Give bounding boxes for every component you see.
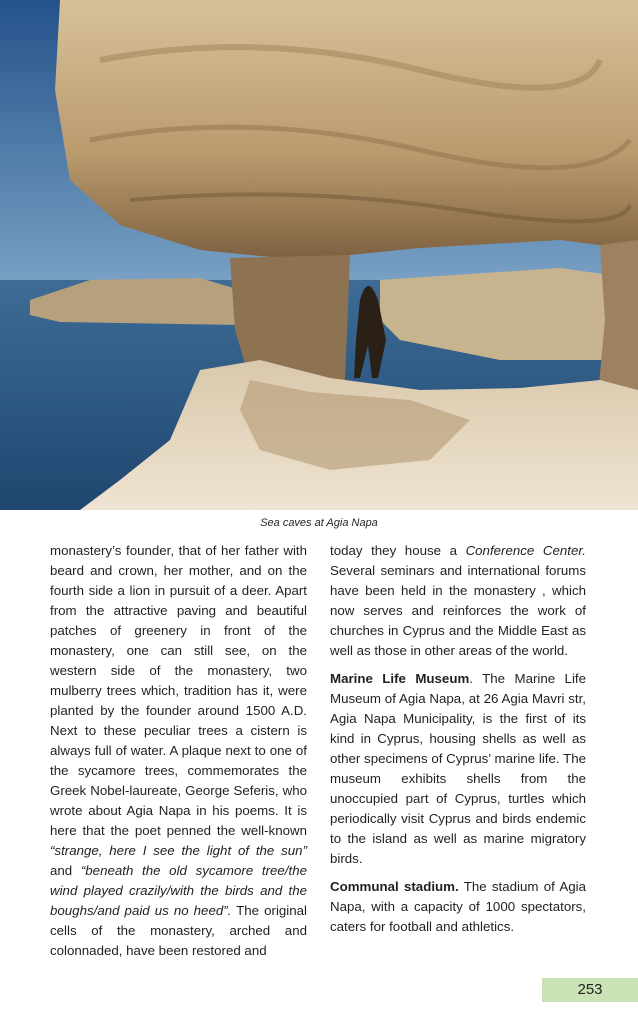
body-text: The original cells of the monastery, arched and colonnaded, have been restored and bbox=[50, 903, 307, 958]
marine-museum-heading: Marine Life Museum bbox=[330, 671, 470, 686]
marine-museum-paragraph bbox=[330, 669, 586, 869]
body-paragraph bbox=[330, 541, 586, 661]
sea-caves-photo bbox=[0, 0, 638, 510]
stadium-paragraph bbox=[330, 877, 586, 937]
body-text: today they house a bbox=[330, 543, 466, 558]
sea-caves-illustration bbox=[0, 0, 638, 510]
body-text: . The Marine Life Museum of Agia Napa, at 26 Agia Mavri str, Agia Napa Municipality, is the first of its kind in Cyprus, housing shells as well as other specimens of Cyprus’ marine life. The museum exhibits shells from the unoccupied part of Cyprus, turtles which periodically visit Cyprus and birds endemic to the island as well as marine migratory birds. bbox=[330, 671, 586, 866]
seferis-quote: “strange, here I see the light of the sun” bbox=[50, 843, 307, 858]
stadium-heading: Communal stadium. bbox=[330, 879, 459, 894]
right-text-column bbox=[330, 541, 586, 937]
body-text: monastery’s founder, that of her father with beard and crown, her mother, and on the fourth side a lion in pursuit of a deer. Apart from the attractive paving and beautiful patches of greenery in front of the monastery, one can still see, on the western side of the monastery, two mulberry trees which, tradition has it, were planted by the founder around 1500 A.D. Next to these peculiar trees a cistern is always full of water. A plaque next to one of the sycamore trees, commemorates the Greek Nobel-laureate, George Seferis, who wrote about Agia Napa in his poems. It is here that the poet penned the well-known bbox=[50, 543, 307, 838]
seferis-quote: “beneath the old sycamore tree/the wind played crazily/with the birds and the boughs/and paid us no heed”. bbox=[50, 863, 307, 918]
body-text: and bbox=[50, 863, 81, 878]
left-text-column bbox=[50, 541, 307, 961]
conference-center-term: Conference Center. bbox=[465, 543, 586, 558]
page-number: 253 bbox=[542, 978, 638, 1002]
body-text: The stadium of Agia Napa, with a capacity of 1000 spectators, caters for football and athletics. bbox=[330, 879, 586, 934]
body-paragraph bbox=[50, 541, 307, 961]
body-text: Several seminars and international forums have been held in the monastery , which now serves and reinforces the work of churches in Cyprus and the Middle East as well as those in other areas of the world. bbox=[330, 563, 586, 658]
photo-caption: Sea caves at Agia Napa bbox=[260, 517, 378, 529]
